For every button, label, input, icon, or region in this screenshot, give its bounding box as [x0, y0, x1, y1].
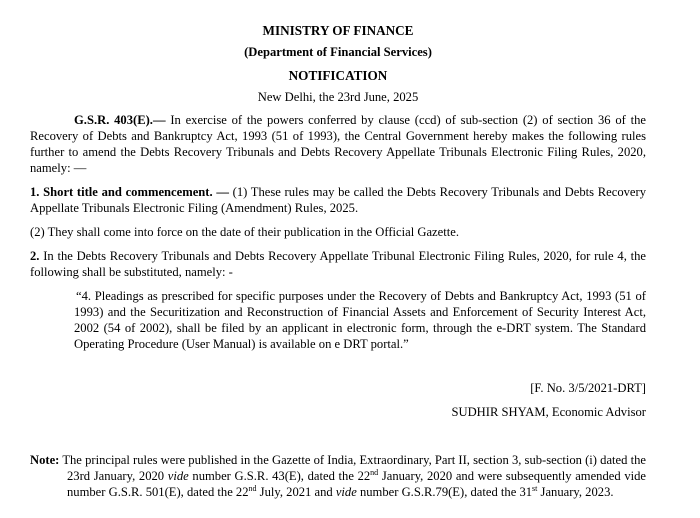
rule-2-text: In the Debts Recovery Tribunals and Debts Recovery Appellate Tribunal Electronic Filing Rules, 2020, for rule 4, the following shall be substituted, namely: -: [30, 249, 646, 279]
signatory: SUDHIR SHYAM, Economic Advisor: [451, 405, 646, 419]
place-date: New Delhi, the 23rd June, 2025: [257, 90, 419, 104]
rule-1-sub-1: (1) These rules may be called the Debts Recovery Tribunals and Debts Recovery Appellate Tribunals Electronic Filing (Amendment) Rules, 2025.: [30, 185, 646, 215]
rule-1-paragraph: [30, 184, 646, 216]
note-vide-1: vide: [167, 469, 189, 483]
rule-2-paragraph: [30, 248, 646, 280]
gsr-number: G.S.R. 403(E).—: [74, 113, 166, 127]
intro-paragraph: [30, 112, 646, 176]
intro-text: In exercise of the powers conferred by clause (ccd) of sub-section (2) of section 36 of the Recovery of Debts and Bankruptcy Act, 1993 (51 of 1993), the Central Government hereby makes the following rules further to amend the Debts Recovery Tribunals and Debts Recovery Appellate Tribunals Electronic Filing Rules, 2020, namely: —: [30, 113, 646, 175]
file-number: [F. No. 3/5/2021-DRT]: [530, 381, 646, 395]
note-sup-1: nd: [370, 468, 379, 477]
notification-title: NOTIFICATION: [288, 68, 388, 83]
note-paragraph: [30, 452, 646, 500]
note-text-3: January, 2020 and were subsequently amended vide number G.S.R. 501(E), dated the 22: [67, 469, 646, 499]
note-label: Note:: [30, 453, 60, 467]
ministry-heading: MINISTRY OF FINANCE: [262, 23, 414, 38]
rule-2-number: 2.: [30, 249, 40, 263]
note-text-5: number G.S.R.79(E), dated the 31: [356, 485, 533, 499]
note-text-6: January, 2023.: [537, 485, 614, 499]
department-heading: (Department of Financial Services): [244, 45, 432, 59]
note-sup-3: st: [532, 484, 538, 493]
substituted-rule-quote: “4. Pleadings as prescribed for specific purposes under the Recovery of Debts and Bankruptcy Act, 1993 (51 of 1993) and the Securitization and Reconstruction of Financial Assets and Enforcement of Security Interest Act, 2002 (54 of 2002), shall be filed by an applicant in electronic form, through the e-DRT system. The Standard Operating Procedure (User Manual) is available on e DRT portal.”: [74, 289, 646, 351]
note-text-4: July, 2021 and: [256, 485, 336, 499]
note-text-2: number G.S.R. 43(E), dated the 22: [188, 469, 371, 483]
note-sup-2: nd: [248, 484, 257, 493]
notification-document: [30, 22, 646, 500]
note-text-1: The principal rules were published in the Gazette of India, Extraordinary, Part II, section 3, sub-section (i) dated the 23rd January, 2020: [59, 453, 646, 483]
rule-1-sub-2: (2) They shall come into force on the date of their publication in the Official Gazette.: [30, 225, 459, 239]
note-vide-2: vide: [335, 485, 357, 499]
rule-1-heading: 1. Short title and commencement. —: [30, 185, 229, 199]
